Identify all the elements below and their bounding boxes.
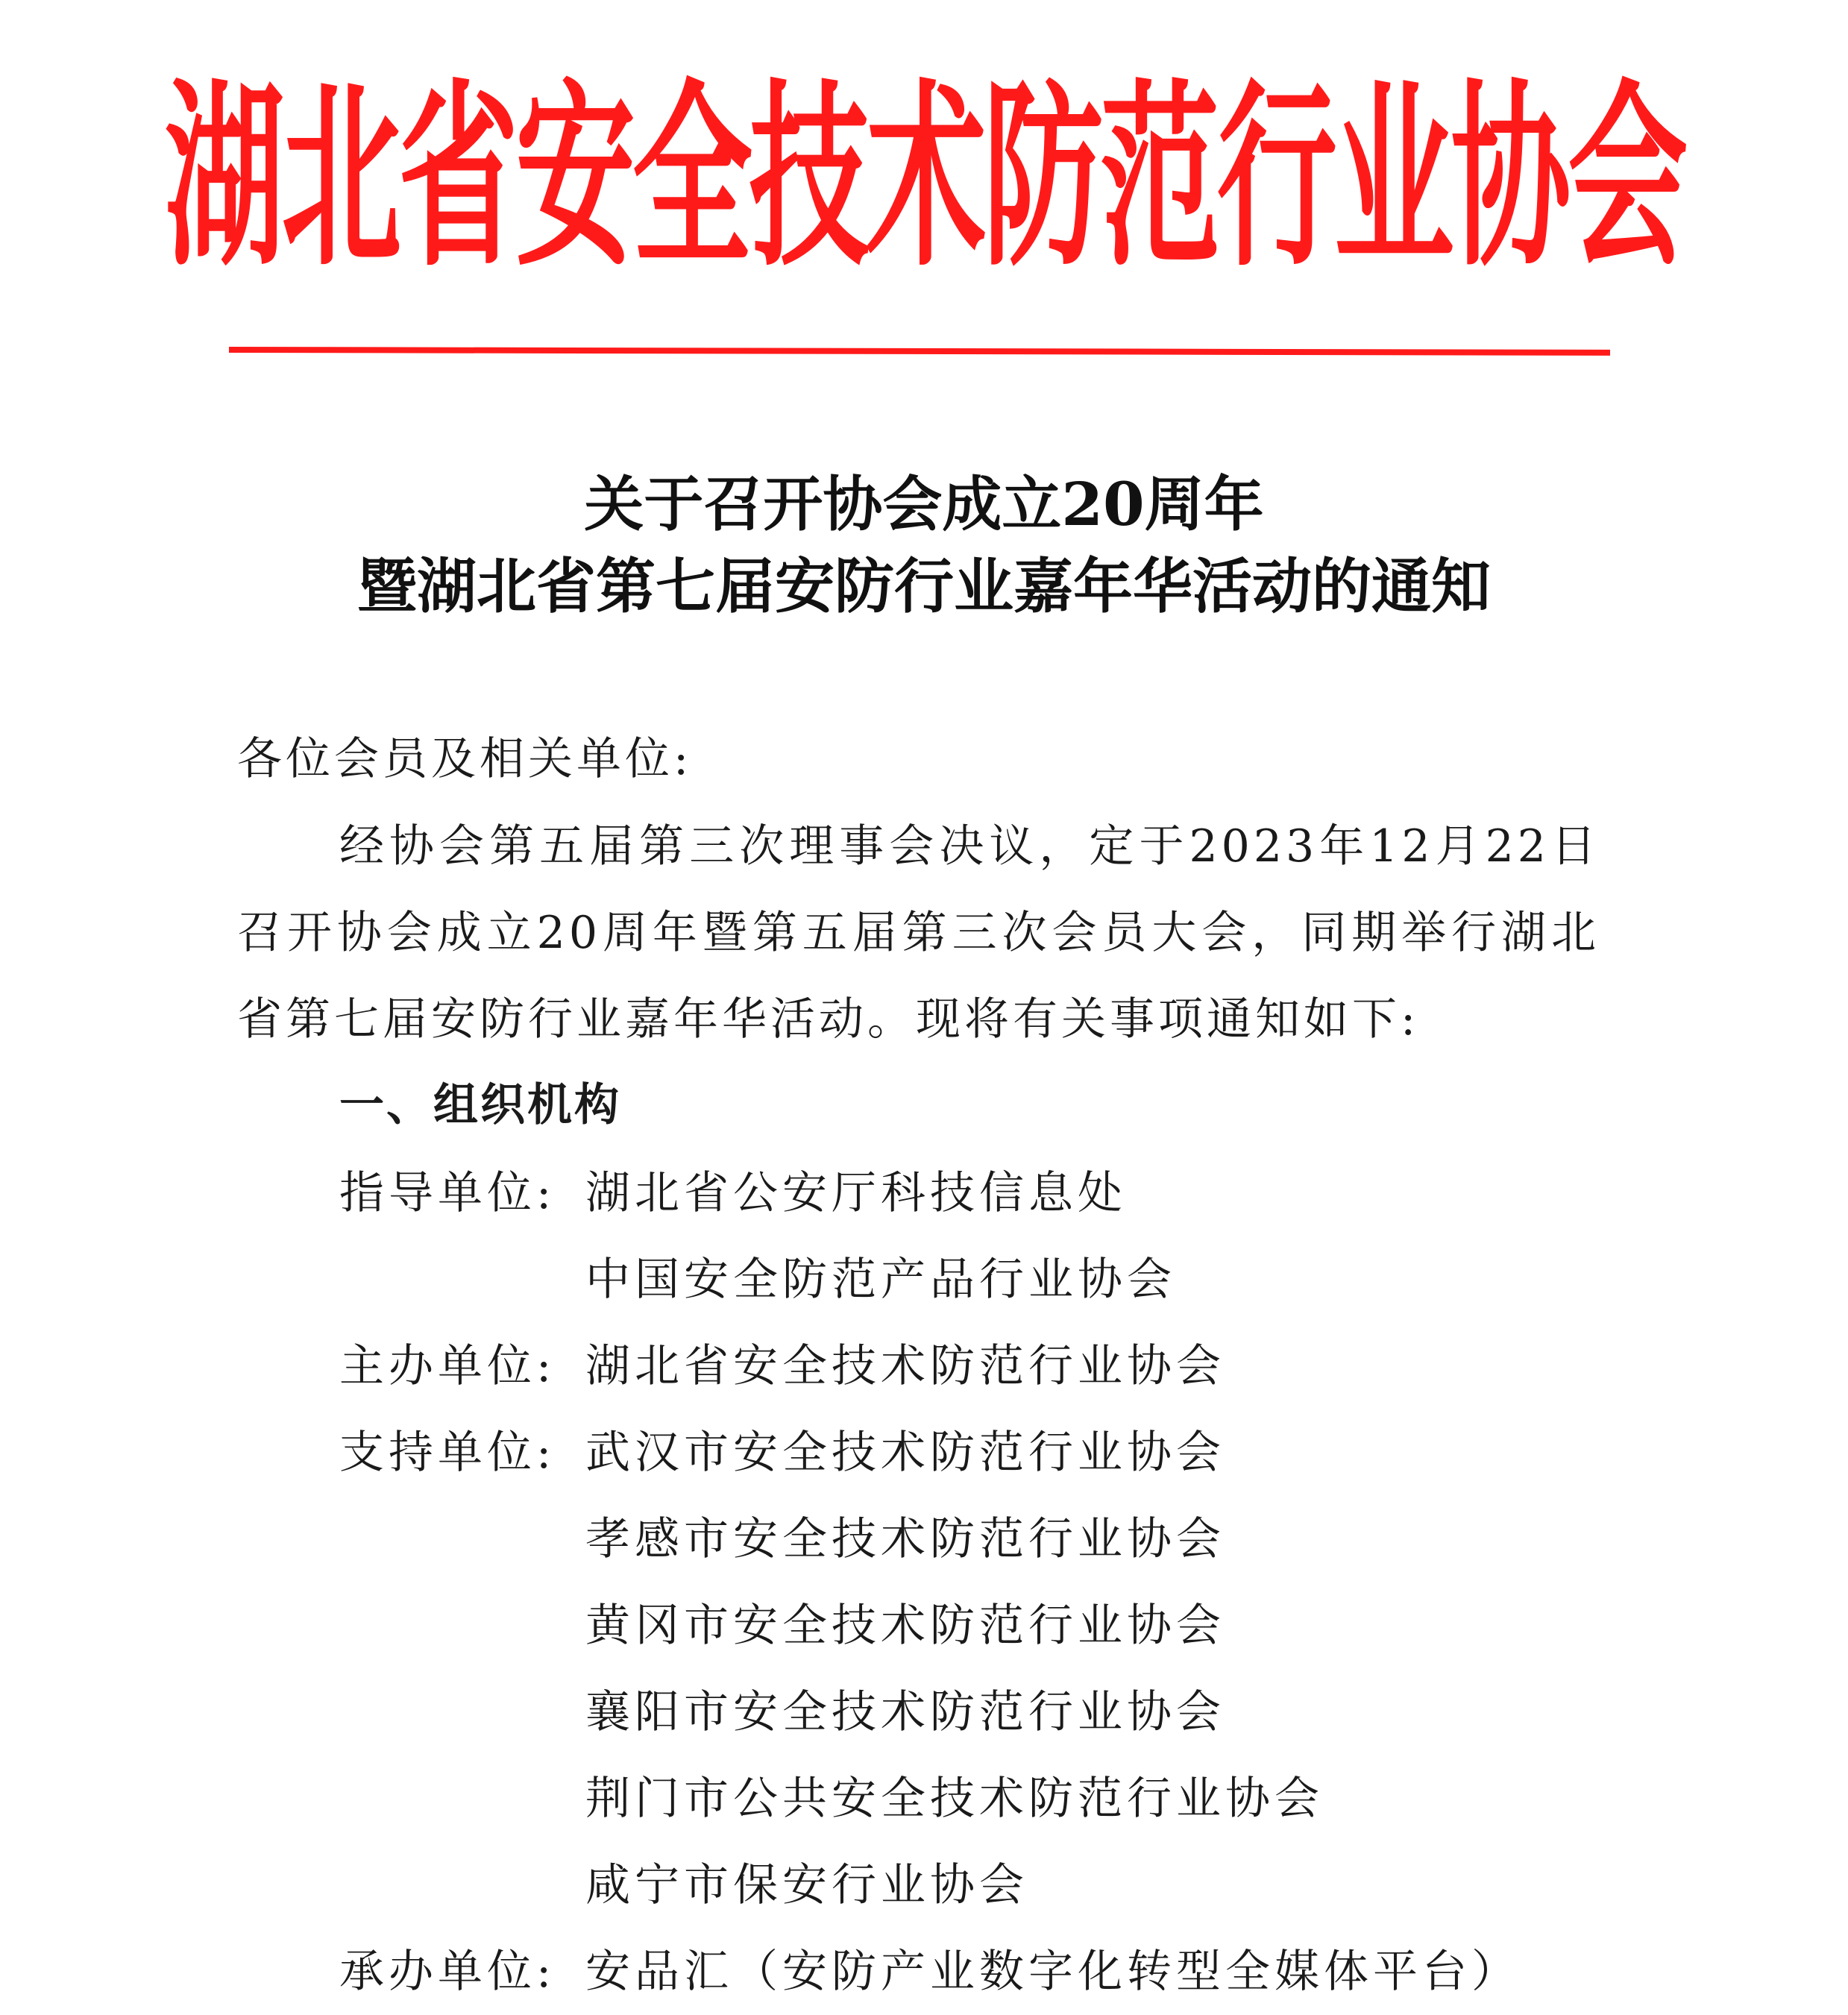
support-unit-label: 支持单位: <box>339 1427 556 1479</box>
paragraph-line-3: 省第七届安防行业嘉年华活动。现将有关事项通知如下: <box>237 993 1420 1046</box>
notice-title-line-1: 关于召开协会成立20周年 <box>584 469 1264 539</box>
support-unit-2: 孝感市安全技术防范行业协会 <box>585 1513 1225 1565</box>
guidance-unit-label: 指导单位: <box>339 1167 556 1219</box>
support-unit-4: 襄阳市安全技术防范行业协会 <box>585 1686 1225 1738</box>
letterhead-org-name <box>164 52 1685 294</box>
letterhead-text: 湖北省安全技术防范行业协会 <box>164 62 1685 294</box>
guidance-unit-1: 湖北省公安厅科技信息处 <box>585 1167 1127 1219</box>
host-unit-1: 湖北省安全技术防范行业协会 <box>585 1340 1225 1392</box>
salutation: 各位会员及相关单位: <box>237 733 693 785</box>
support-unit-1: 武汉市安全技术防范行业协会 <box>585 1427 1225 1479</box>
guidance-unit-2: 中国安全防范产品行业协会 <box>585 1254 1176 1306</box>
letterhead-red-rule <box>229 347 1610 356</box>
support-unit-3: 黄冈市安全技术防范行业协会 <box>585 1600 1225 1652</box>
paragraph-line-1: 经协会第五届第三次理事会决议，定于2023年12月22日 <box>339 820 1600 873</box>
host-unit-label: 主办单位: <box>339 1340 556 1392</box>
paragraph-line-2: 召开协会成立20周年暨第五届第三次会员大会，同期举行湖北 <box>237 907 1600 959</box>
organizer-unit-label: 承办单位: <box>339 1946 556 1998</box>
support-unit-6: 咸宁市保安行业协会 <box>585 1859 1028 1911</box>
organizer-unit-1: 安品汇（安防产业数字化转型全媒体平台） <box>585 1946 1521 1998</box>
section-heading-organization: 一、组织机构 <box>339 1079 621 1131</box>
support-unit-5: 荆门市公共安全技术防范行业协会 <box>585 1773 1324 1825</box>
notice-title-line-2: 暨湖北省第七届安防行业嘉年华活动的通知 <box>357 551 1491 621</box>
